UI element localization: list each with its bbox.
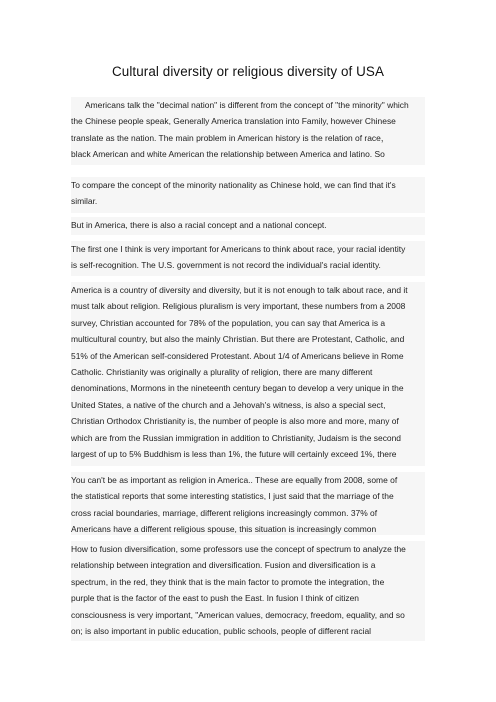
- paragraph-line: denominations, Mormons in the nineteenth century began to develop a very unique in the: [71, 383, 404, 394]
- paragraph-1: [71, 97, 425, 165]
- paragraph-line: The first one I think is very important for Americans to think about race, your racial identity: [71, 244, 406, 254]
- paragraph-line: similar.: [71, 196, 98, 207]
- paragraph-line: [71, 639, 425, 641]
- paragraph-line: the Chinese people speak, Generally America translation into Family, however Chinese: [71, 116, 396, 127]
- paragraph-line: which are from the Russian immigration in addition to Christianity, Judaism is the second: [71, 432, 401, 443]
- paragraph-3: [71, 217, 425, 235]
- paragraph-line: [71, 462, 425, 466]
- paragraph-line: largest of up to 5% Buddhism is less than 1%, the future will certainly exceed 1%, there: [71, 448, 397, 459]
- paragraph-line: relationship between integration and diversification. Fusion and diversification is a: [71, 560, 376, 571]
- paragraph-line: America is a country of diversity and diversity, but it is not enough to talk about race, and it: [71, 285, 408, 295]
- paragraph-line: You can't be as important as religion in America.. These are equally from 2008, some of: [71, 475, 398, 485]
- paragraph-line: How to fusion diversification, some professors use the concept of spectrum to analyze the: [71, 544, 406, 554]
- paragraph-line: United States, a native of the church and a Jehovah's witness, is also a special sect,: [71, 399, 386, 410]
- paragraph-4: [71, 241, 425, 276]
- paragraph-line: cross racial boundaries, marriage, different religions increasingly common. 37% of: [71, 507, 378, 518]
- paragraph-2: [71, 177, 425, 213]
- paragraph-5: [71, 282, 425, 466]
- paragraph-line: black American and white American the relationship between America and latino. So: [71, 149, 385, 160]
- paragraph-line: spectrum, in the red, they think that is the main factor to promote the integration, the: [71, 576, 385, 587]
- paragraph-line: the statistical reports that some interesting statistics, I just said that the marriage of the: [71, 491, 394, 502]
- paragraph-line: on; is also important in public education, public schools, people of different racial: [71, 625, 372, 636]
- paragraph-line: Catholic. Christianity was originally a plurality of religion, there are many different: [71, 366, 373, 377]
- paragraph-line: translate as the nation. The main problem in American history is the relation of race，: [71, 132, 390, 143]
- paragraph-7: [71, 541, 425, 641]
- paragraph-line: must talk about religion. Religious pluralism is very important, these numbers from a 2008: [71, 301, 406, 312]
- paragraph-line: Americans have a different religious spouse, this situation is increasingly common: [71, 524, 377, 535]
- paragraph-line: is self-recognition. The U.S. government is not record the individual's racial identity.: [71, 260, 381, 271]
- paragraph-line: [71, 163, 425, 165]
- paragraph-line: multicultural country, but also the mainly Christian. But there are Protestant, Catholic, and: [71, 334, 405, 345]
- paragraph-line: purple that is the factor of the east to push the East. In fusion I think of citizen: [71, 593, 359, 604]
- paragraph-line: survey, Christian accounted for 78% of the population, you can say that America is a: [71, 317, 386, 328]
- paragraph-line: But in America, there is also a racial concept and a national concept.: [71, 220, 327, 230]
- paragraph-line: Americans talk the "decimal nation" is different from the concept of "the minority" which: [85, 100, 409, 110]
- paragraph-line: To compare the concept of the minority nationality as Chinese hold, we can find that it's: [71, 180, 396, 190]
- document-title: Cultural diversity or religious diversity of USA: [112, 64, 384, 79]
- paragraph-line: Christian Orthodox Christianity is, the number of people is also more and more, many of: [71, 416, 399, 427]
- paragraph-line: consciousness is very important, "American values, democracy, freedom, equality, and so: [71, 609, 405, 620]
- paragraph-line: 51% of the American self-considered Protestant. About 1/4 of Americans believe in Rome: [71, 350, 404, 361]
- paragraph-6: [71, 472, 425, 535]
